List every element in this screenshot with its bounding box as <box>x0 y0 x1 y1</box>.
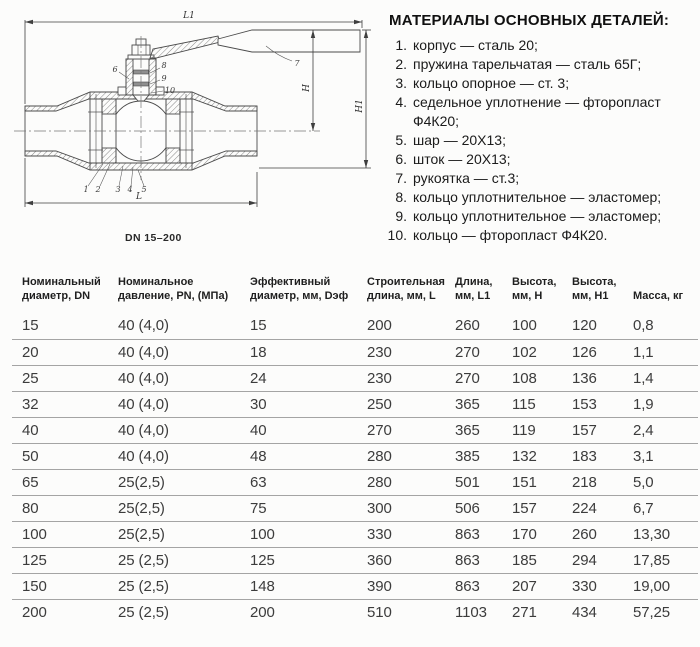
cell-h: 170 <box>512 525 537 543</box>
cell-h1: 120 <box>572 317 597 335</box>
header-l1: Длина, мм, L1 <box>455 276 493 302</box>
cell-l: 510 <box>367 603 392 621</box>
callout-9: 9 <box>161 74 167 83</box>
table-row <box>12 495 698 521</box>
table-row <box>12 469 698 495</box>
cell-pn: 25 (2,5) <box>118 603 169 621</box>
list-item <box>383 150 697 169</box>
cell-h: 115 <box>512 395 536 413</box>
cell-deff: 100 <box>250 525 275 543</box>
cell-l1: 863 <box>455 525 480 543</box>
cell-l: 270 <box>367 421 392 439</box>
callout-2: 2 <box>95 185 101 194</box>
cell-h: 185 <box>512 551 537 569</box>
cell-dn: 50 <box>22 447 39 465</box>
dim-label-l: L <box>136 192 142 202</box>
cell-l1: 863 <box>455 577 480 595</box>
cell-pn: 40 (4,0) <box>118 421 169 439</box>
cell-pn: 40 (4,0) <box>118 317 169 335</box>
cell-mass: 2,4 <box>633 421 654 439</box>
cell-dn: 32 <box>22 395 39 413</box>
item-text: шток — 20Х13; <box>413 151 511 167</box>
item-text: кольцо опорное — ст. 3; <box>413 75 570 91</box>
cell-h1: 224 <box>572 499 597 517</box>
table-row <box>12 365 698 391</box>
callout-10: 10 <box>164 86 176 95</box>
cell-pn: 25 (2,5) <box>118 577 169 595</box>
header-h: Высота, мм, H <box>512 276 557 302</box>
cell-h: 271 <box>512 603 537 621</box>
cell-mass: 1,4 <box>633 369 654 387</box>
cell-h: 108 <box>512 369 537 387</box>
item-text: пружина тарельчатая — сталь 65Г; <box>413 56 642 72</box>
list-item <box>383 55 697 74</box>
cell-h1: 136 <box>572 369 597 387</box>
cell-l1: 385 <box>455 447 480 465</box>
cell-deff: 75 <box>250 499 267 517</box>
item-number: 3. <box>395 75 407 91</box>
item-number: 5. <box>395 132 407 148</box>
spec-table <box>12 276 698 625</box>
cell-dn: 65 <box>22 473 39 491</box>
item-text: рукоятка — ст.3; <box>413 170 520 186</box>
cell-h1: 153 <box>572 395 597 413</box>
cell-dn: 25 <box>22 369 39 387</box>
materials-list <box>383 36 697 245</box>
list-item <box>383 36 697 55</box>
header-l: Строительная длина, мм, L <box>367 276 445 302</box>
valve-drawing <box>0 0 385 272</box>
callout-7: 7 <box>294 59 300 68</box>
cell-deff: 63 <box>250 473 267 491</box>
cell-l: 360 <box>367 551 392 569</box>
cell-h: 132 <box>512 447 537 465</box>
callout-8: 8 <box>161 61 167 70</box>
valve-body-geometry <box>25 30 360 170</box>
cell-l: 230 <box>367 343 392 361</box>
cell-l: 280 <box>367 473 392 491</box>
cell-h1: 126 <box>572 343 597 361</box>
item-text: шар — 20Х13; <box>413 132 506 148</box>
dim-label-h1: H1 <box>355 99 365 113</box>
cell-l: 300 <box>367 499 392 517</box>
materials-title: МАТЕРИАЛЫ ОСНОВНЫХ ДЕТАЛЕЙ: <box>389 12 670 29</box>
dim-label-h: H <box>302 84 312 92</box>
table-row <box>12 573 698 599</box>
cell-mass: 13,30 <box>633 525 671 543</box>
header-h1: Высота, мм, H1 <box>572 276 617 302</box>
list-item <box>383 169 697 188</box>
cell-mass: 1,9 <box>633 395 654 413</box>
cell-h1: 157 <box>572 421 597 439</box>
cell-l: 330 <box>367 525 392 543</box>
drawing-caption: DN 15–200 <box>125 232 182 244</box>
item-text: кольцо уплотнительное — эластомер; <box>413 208 662 224</box>
list-item <box>383 131 697 150</box>
cell-h: 157 <box>512 499 537 517</box>
cell-mass: 17,85 <box>633 551 671 569</box>
list-item <box>383 207 697 226</box>
cell-l1: 270 <box>455 369 480 387</box>
table-row <box>12 443 698 469</box>
dim-label-l1: L1 <box>183 11 195 21</box>
cell-dn: 200 <box>22 603 47 621</box>
cell-dn: 20 <box>22 343 39 361</box>
cell-pn: 25(2,5) <box>118 525 165 543</box>
header-mass: Масса, кг <box>633 289 684 302</box>
callout-6: 6 <box>112 65 118 74</box>
cell-mass: 5,0 <box>633 473 654 491</box>
cell-l1: 270 <box>455 343 480 361</box>
cell-l: 280 <box>367 447 392 465</box>
cell-h: 151 <box>512 473 537 491</box>
table-row <box>12 339 698 365</box>
cell-mass: 3,1 <box>633 447 654 465</box>
callout-3: 3 <box>115 185 121 194</box>
list-item <box>383 74 697 93</box>
header-pn: Номинальное давление, PN, (МПа) <box>118 276 229 302</box>
cell-h: 119 <box>512 421 536 439</box>
item-number: 8. <box>395 189 407 205</box>
cell-l1: 501 <box>455 473 480 491</box>
cell-mass: 19,00 <box>633 577 671 595</box>
cell-l: 230 <box>367 369 392 387</box>
cell-mass: 57,25 <box>633 603 671 621</box>
cell-l: 390 <box>367 577 392 595</box>
cell-deff: 200 <box>250 603 275 621</box>
list-item <box>383 226 697 245</box>
cell-l1: 365 <box>455 421 480 439</box>
cell-h: 100 <box>512 317 537 335</box>
cell-h1: 218 <box>572 473 597 491</box>
cell-deff: 15 <box>250 317 267 335</box>
list-item <box>383 188 697 207</box>
cell-l1: 506 <box>455 499 480 517</box>
item-number: 6. <box>395 151 407 167</box>
table-header-row <box>12 276 698 313</box>
cell-deff: 40 <box>250 421 267 439</box>
materials-section <box>383 12 697 245</box>
cell-mass: 0,8 <box>633 317 654 335</box>
table-row <box>12 417 698 443</box>
cell-h1: 183 <box>572 447 597 465</box>
cell-deff: 30 <box>250 395 267 413</box>
cell-deff: 24 <box>250 369 267 387</box>
callout-4: 4 <box>127 185 133 194</box>
table-row <box>12 391 698 417</box>
item-text: седельное уплотнение — фторопласт Ф4К20; <box>413 94 661 129</box>
cell-dn: 40 <box>22 421 39 439</box>
cell-dn: 125 <box>22 551 47 569</box>
cell-pn: 25(2,5) <box>118 499 165 517</box>
cell-deff: 148 <box>250 577 275 595</box>
item-number: 9. <box>395 208 407 224</box>
item-number: 10. <box>387 227 407 243</box>
header-deff: Эффективный диаметр, мм, Dэф <box>250 276 349 302</box>
cell-h1: 434 <box>572 603 597 621</box>
cell-l1: 863 <box>455 551 480 569</box>
cell-l1: 1103 <box>455 603 487 621</box>
cell-deff: 48 <box>250 447 267 465</box>
table-row <box>12 599 698 625</box>
cell-h1: 260 <box>572 525 597 543</box>
item-number: 2. <box>395 56 407 72</box>
cell-h1: 330 <box>572 577 597 595</box>
callout-5: 5 <box>141 185 147 194</box>
cell-l1: 365 <box>455 395 480 413</box>
cell-mass: 1,1 <box>633 343 654 361</box>
cell-dn: 150 <box>22 577 47 595</box>
table-row <box>12 547 698 573</box>
cell-pn: 40 (4,0) <box>118 447 169 465</box>
cell-pn: 25 (2,5) <box>118 551 169 569</box>
list-item <box>383 93 697 131</box>
cell-l: 200 <box>367 317 392 335</box>
item-text: кольцо уплотнительное — эластомер; <box>413 189 662 205</box>
cell-deff: 125 <box>250 551 275 569</box>
cell-h: 207 <box>512 577 537 595</box>
cell-pn: 40 (4,0) <box>118 395 169 413</box>
item-text: корпус — сталь 20; <box>413 37 538 53</box>
cell-deff: 18 <box>250 343 267 361</box>
cell-h: 102 <box>512 343 537 361</box>
item-number: 7. <box>395 170 407 186</box>
cell-h1: 294 <box>572 551 597 569</box>
cell-dn: 15 <box>22 317 39 335</box>
cell-dn: 100 <box>22 525 47 543</box>
item-number: 4. <box>395 94 407 110</box>
table-row <box>12 521 698 547</box>
header-dn: Номинальный диаметр, DN <box>22 276 101 302</box>
callout-1: 1 <box>83 185 89 194</box>
cell-dn: 80 <box>22 499 39 517</box>
cell-mass: 6,7 <box>633 499 654 517</box>
item-text: кольцо — фторопласт Ф4К20. <box>413 227 608 243</box>
table-row <box>12 313 698 339</box>
item-number: 1. <box>395 37 407 53</box>
cell-pn: 40 (4,0) <box>118 343 169 361</box>
cell-pn: 40 (4,0) <box>118 369 169 387</box>
cell-l: 250 <box>367 395 392 413</box>
cell-l1: 260 <box>455 317 480 335</box>
cell-pn: 25(2,5) <box>118 473 165 491</box>
